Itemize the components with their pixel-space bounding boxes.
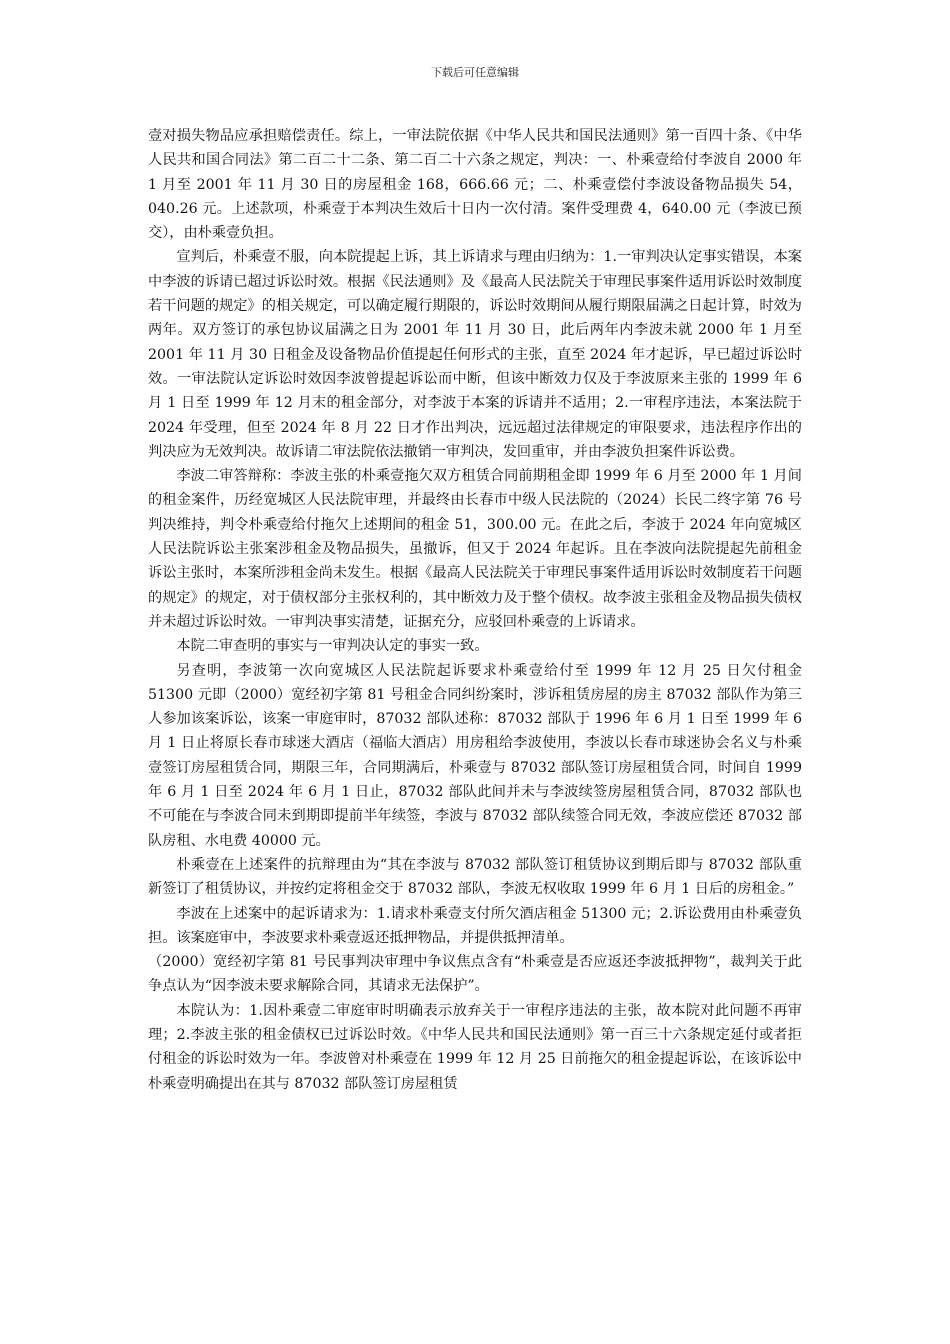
paragraph-prior-claims: 李波在上述案中的起诉请求为：1.请求朴乘壹支付所欠酒店租金 51300 元；2.诉讼费用由朴乘壹负担。该案庭审中，李波要求朴乘壹返还抵押物品，并提供抵押清单。 [148,905,802,946]
document-body [148,124,802,1096]
paragraph-appeal: 宣判后，朴乘壹不服，向本院提起上诉，其上诉请求与理由归纳为：1.一审判决认定事实错误，本案中李波的诉请已超过诉讼时效。根据《民法通则》及《最高人民法院关于审理民事案件适用诉讼时效制度若干问题的规定》的相关规定，可以确定履行期限的，诉讼时效期间从履行期限届满之日起计算，时效为两年。双方签订的承包协议届满之日为 2001 年 11 月 30 日，此后两年内李波未就 2000 年 1 月至 2001 年 11 月 30 日租金及设备物品价值提起任何形式的主张，直至 2024 年才起诉，早已超过诉讼时效。一审法院认定诉讼时效因李波曾提起诉讼而中断，但该中断效力仅及于李波原来主张的 1999 年 6 月 1 日至 1999 年 12 月末的租金部分，对李波于本案的诉请并不适用；2.一审程序违法，本案法院于 2024 年受理，但至 2024 年 8 月 22 日才作出判决，远远超过法律规定的审限要求，违法程序作出的判决应为无效判决。故诉请二审法院依法撤销一审判决，发回重审，并由李波负担案件诉讼费。 [148,249,802,460]
paragraph-court-opinion: 本院认为：1.因朴乘壹二审庭审时明确表示放弃关于一审程序违法的主张，故本院对此问题不再审理；2.李波主张的租金债权已过诉讼时效。《中华人民共和国民法通则》第一百三十六条规定延付或者拒付租金的诉讼时效为一年。李波曾对朴乘壹在 1999 年 12 月 25 日前拖欠的租金提起诉讼，在该诉讼中朴乘壹明确提出在其与 87032 部队签订房屋租赁 [148,1002,802,1092]
page-header: 下载后可任意编辑 [431,66,519,79]
paragraph-defense: 李波二审答辩称：李波主张的朴乘壹拖欠双方租赁合同前期租金即 1999 年 6 月至 2000 年 1 月间的租金案件，历经宽城区人民法院审理，并最终由长春市中级人民法院的（2024）长民二终字第 76 号判决维持，判令朴乘壹给付拖欠上述期间的租金 51，300.00 元。在此之后，李波于 2024 年向宽城区人民法院诉讼主张案涉租金及物品损失，虽撤诉，但又于 2024 年起诉。且在李波向法院提起先前租金诉讼主张时，本案所涉租金尚未发生。根据《最高人民法院关于审理民事案件适用诉讼时效制度若干问题的规定》的规定，对于债权部分主张权利的，其中断效力及于整个债权。故李波主张租金及物品损失债权并未超过诉讼时效。一审判决事实清楚，证据充分，应驳回朴乘壹的上诉请求。 [148,468,802,630]
paragraph-further-findings: 另查明，李波第一次向宽城区人民法院起诉要求朴乘壹给付至 1999 年 12 月 25 日欠付租金 51300 元即（2000）宽经初字第 81 号租金合同纠纷案时，涉诉租赁房屋的房主 87032 部队作为第三人参加该案诉讼，该案一审庭审时，87032 部队述称：87032 部队于 1996 年 6 月 1 日至 1999 年 6 月 1 日止将原长春市球迷大酒店（福临大酒店）用房租给李波使用，李波以长春市球迷协会名义与朴乘壹签订房屋租赁合同，期限三年，合同期满后，朴乘壹与 87032 部队签订房屋租赁合同，时间自 1999 年 6 月 1 日至 2024 年 6 月 1 日止，87032 部队此间并未与李波续签房屋租赁合同，87032 部队也不可能在与李波合同未到期即提前半年续签，李波与 87032 部队续签合同无效，李波应偿还 87032 部队房租、水电费 40000 元。 [148,662,802,849]
paragraph-facts-confirmed: 本院二审查明的事实与一审判决认定的事实一致。 [176,638,489,655]
paragraph-prior-judgment: （2000）宽经初字第 81 号民事判决审理中争议焦点含有“朴乘壹是否应返还李波抵押物”，裁判关于此争点认为“因李波未要求解除合同，其请求无法保护”。 [148,954,802,995]
paragraph-prior-defense: 朴乘壹在上述案件的抗辩理由为“其在李波与 87032 部队签订租赁协议到期后即与 87032 部队重新签订了租赁协议，并按约定将租金交于 87032 部队，李波无权收取 1999 年 6 月 1 日后的房租金。” [148,856,802,898]
paragraph-judgment-continuation: 壹对损失物品应承担赔偿责任。综上，一审法院依据《中华人民共和国民法通则》第一百四十条、《中华人民共和国合同法》第二百二十二条、第二百二十六条之规定，判决：一、朴乘壹给付李波自 2000 年 1 月至 2001 年 11 月 30 日的房屋租金 168，666.66 元；二、朴乘壹偿付李波设备物品损失 54，040.26 元。上述款项，朴乘壹于本判决生效后十日内一次付清。案件受理费 4，640.00 元（李波已预交），由朴乘壹负担。 [148,128,802,242]
